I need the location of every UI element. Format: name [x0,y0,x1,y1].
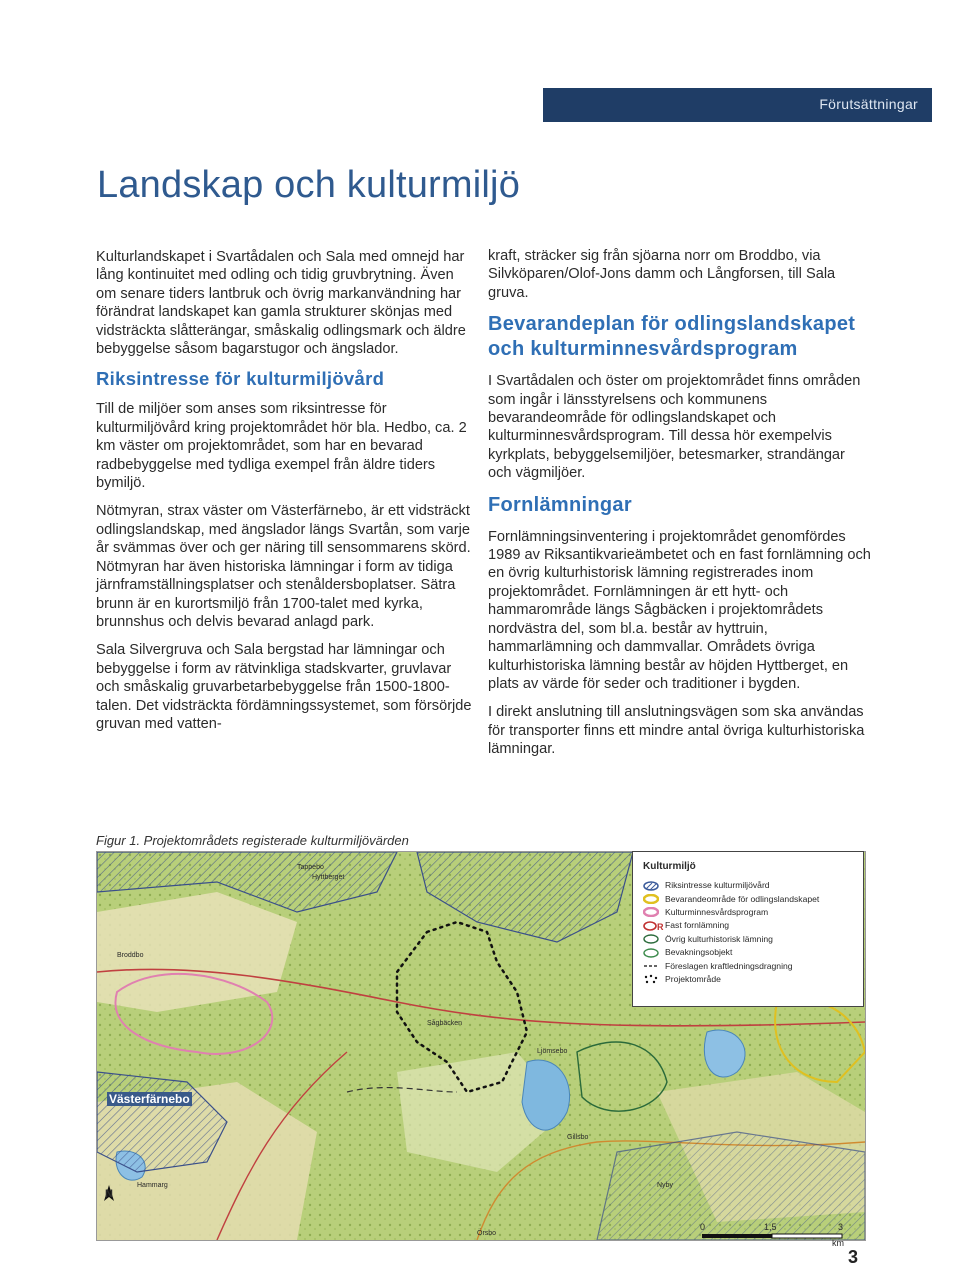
map-label: Hyttberget [312,874,345,881]
page-number: 3 [848,1247,859,1267]
map-label: Västerfärnebo [109,1092,190,1106]
svg-text:R: R [657,921,664,931]
scale-label-1: 1,5 [764,1222,777,1232]
left-column [96,248,472,743]
paragraph-anslutning: I direkt anslutning till anslutningsvägen som ska användas för transporter finns ett mindre antal övriga kulturhistoriska lämningar. [488,704,865,758]
legend-item: Övrig kulturhistorisk lämning [643,933,855,946]
paragraph-continued: kraft, sträcker sig från sjöarna norr om Broddbo, via Silvköparen/Olof-Jons damm och Långforsen, till Sala gruva. [488,248,836,301]
outline-blob-icon [643,934,665,944]
legend-item: R Fast fornlämning [643,919,855,932]
legend-title: Kulturmiljö [643,861,696,872]
map-label: Hammarg [137,1182,168,1189]
paragraph-riksintresse: Till de miljöer som anses som riksintresse för kulturmiljövård kring projektområdet hör bla. Hedbo, ca. 2 km väster om projektområdet, som har en bevarad radbebyggelse med tydliga exempel från äldre tiders bymiljö. [96,401,467,492]
map-label: Gillsbo [567,1134,589,1141]
legend-item: Riksintresse kulturmiljövård [643,879,855,892]
pink-blob-icon [643,907,665,917]
paragraph-bevarandeplan: I Svartådalen och öster om projektområdet finns områden som ingår i länsstyrelsens och kommunens bevarandeområde för odlingslandskapet och kulturminnesvårdsprogram. Till dessa hör exempelvis kyrkplats, bebyggelsemiljöer, betesmarker, strandängar och vägmiljöer. [488,373,861,482]
map-label: Ljömsebo [537,1048,568,1055]
green-outline-icon [643,948,665,958]
north-label: N [105,1188,113,1200]
yellow-blob-icon [643,894,665,904]
heading-riksintresse: Riksintresse för kulturmiljövård [96,368,385,390]
dashed-line-icon [643,961,665,971]
legend-item: Kulturminnesvårdsprogram [643,906,855,919]
dotted-area-icon [643,974,665,984]
legend-item: Projektområde [643,973,855,986]
scale-label-0: 0 [700,1222,706,1232]
map-label: Tappebo [297,864,324,871]
right-column [488,247,872,769]
scale-label-2: 3 [838,1222,844,1232]
hatched-blob-icon [643,881,665,891]
section-header-label: Förutsättningar [819,96,918,112]
map-label: Nyby [657,1182,673,1189]
map-label: Örsbo [477,1230,497,1237]
map-legend [632,851,864,1007]
page-title: Landskap och kulturmiljö [97,164,521,206]
heading-fornlamningar: Fornlämningar [488,493,632,516]
map-label: Broddbo [117,952,144,959]
blob-r-icon [643,921,665,931]
paragraph-notmyran: Nötmyran, strax väster om Västerfärnebo, är ett vidsträckt odlingslandskap, med ängslador längs Svartån, som varje år svämmas över och ger näring till sensommarens skörd. Nötmyran har även historiska lämningar i form av tidiga järnframställningsplatser och stenåldersboplatser. Sätra brunn är en kurortsmiljö från 1700-talet med kyrka, brunnshus och delvis bevarad anlagd park. [96,503,471,630]
section-header-bar [543,88,932,122]
legend-item: Bevakningsobjekt [643,946,855,959]
legend-item: Bevarandeområde för odlingslandskapet [643,892,855,905]
legend-item: Föreslagen kraftledningsdragning [643,959,855,972]
scale-bar [700,1224,850,1254]
scale-unit: km [832,1238,844,1248]
map-label: Sågbäcken [427,1020,463,1027]
intro-paragraph: Kulturlandskapet i Svartådalen och Sala med omnejd har lång kontinuitet med odling och tidig gruvbrytning. Även om senare tiders lantbruk och övrig markanvändning har förändrat landskapet kan gamla strukturer skönjas med vidsträckta slåtterängar, småskalig odlingsmark och äldre bebyggelse såsom bagarstugor och ängslador. [96,249,466,358]
figure-caption: Figur 1. Projektområdets registerade kulturmiljövärden [96,833,409,848]
heading-bevarandeplan: Bevarandeplan för odlingslandskapet och kulturminnesvårdsprogram [488,313,856,361]
paragraph-fornlamningar: Fornlämningsinventering i projektområdet genomfördes 1989 av Riksantikvarieämbetet och en fast fornlämning och en övrig kulturhistorisk lämning registrerades inom projektområdet. Fornlämningen är ett hytt- och hammarområde längs Sågbäcken i projektområdets nordvästra del, som bl.a. består av hyttruin, hammarlämning och dammvallar. Områdets övriga kulturhistoriska lämning består av höjden Hyttberget, en plats av värde för seder och traditioner i bygden. [488,528,871,692]
paragraph-sala: Sala Silvergruva och Sala bergstad har lämningar och bebyggelse i form av rätvinkliga stadskvarter, gruvlavar och småskalig gruvarbetarbebyggelse från 1500-1800-talen. Det vidsträckta fördämningssystemet, som försörjde gruvan med vatten- [96,642,472,732]
